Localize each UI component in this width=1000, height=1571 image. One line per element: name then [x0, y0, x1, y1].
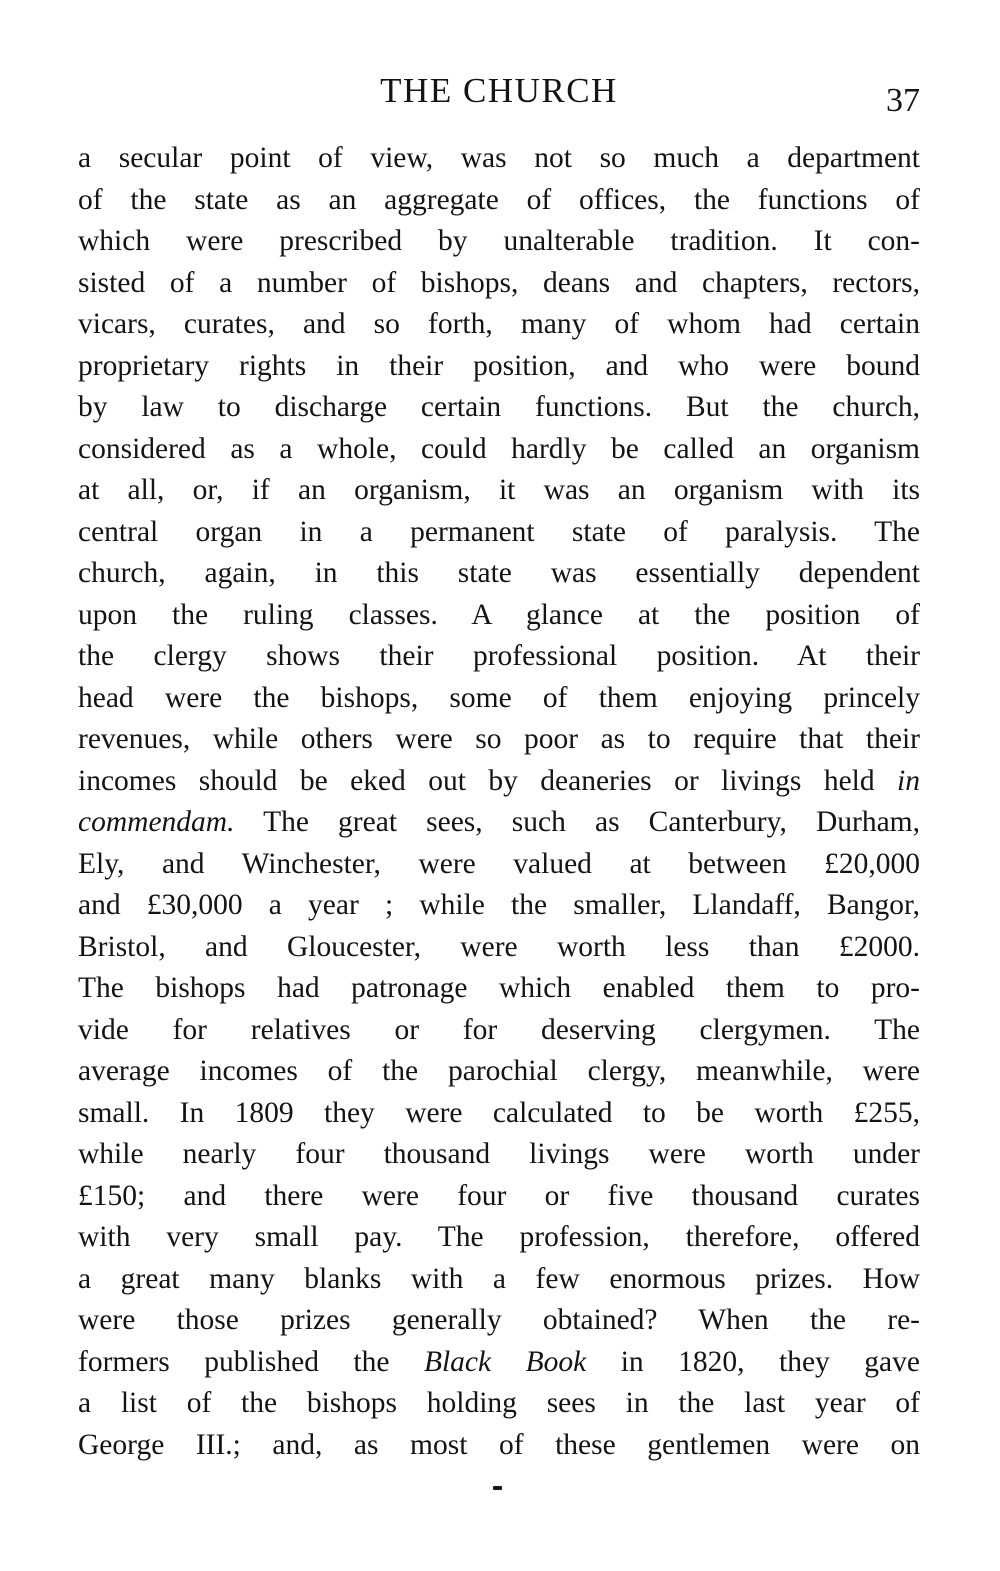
text-line: average incomes of the parochial clergy, meanwhile, were — [78, 1055, 920, 1087]
text-line: proprietary rights in their position, and who were bound — [78, 349, 920, 382]
text-line: a secular point of view, was not so much a department — [78, 142, 920, 174]
text-line: a great many blanks with a few enormous prizes. How — [78, 1262, 920, 1295]
text-line: upon the ruling classes. A glance at the position of — [78, 598, 920, 631]
text-line: central organ in a permanent state of paralysis. The — [78, 515, 920, 548]
text-line: at all, or, if an organism, it was an organism with its — [78, 474, 920, 506]
italic-phrase: in — [897, 764, 920, 797]
text-line: vicars, curates, and so forth, many of whom had certain — [78, 308, 920, 340]
italic-phrase: Black Book — [423, 1345, 587, 1378]
text-line: George III.; and, as most of these gentlemen were on — [78, 1428, 920, 1461]
text-line: a list of the bishops holding sees in the last year of — [78, 1387, 920, 1419]
italic-phrase: commendam. — [78, 806, 235, 838]
text-line: church, again, in this state was essentially dependent — [78, 557, 920, 589]
text-line: commendam. The great sees, such as Canterbury, Durham, — [78, 806, 920, 838]
text-line: while nearly four thousand livings were worth under — [78, 1138, 920, 1170]
text-line: with very small pay. The profession, therefore, offered — [78, 1221, 920, 1253]
body-text — [78, 138, 920, 1466]
text-line: of the state as an aggregate of offices, the functions of — [78, 183, 920, 216]
text-line: Ely, and Winchester, were valued at between £20,000 — [78, 847, 920, 880]
text-line: revenues, while others were so poor as to require that their — [78, 723, 920, 755]
text-line: sisted of a number of bishops, deans and chapters, rectors, — [78, 266, 920, 299]
text-line: small. In 1809 they were calculated to be worth £255, — [78, 1096, 920, 1129]
text-line: The bishops had patronage which enabled them to pro- — [78, 972, 920, 1004]
text-line: Bristol, and Gloucester, were worth less than £2000. — [78, 930, 920, 963]
page-number: 37 — [886, 82, 920, 119]
chapter-title: THE CHURCH — [380, 71, 618, 110]
text-line: which were prescribed by unalterable tradition. It con- — [78, 225, 920, 257]
text-line: considered as a whole, could hardly be called an organism — [78, 432, 920, 465]
print-mark — [493, 1486, 502, 1490]
running-head — [78, 66, 920, 119]
text-line: incomes should be eked out by deaneries or livings held in — [78, 764, 920, 797]
text-line: head were the bishops, some of them enjoying princely — [78, 681, 920, 714]
text-line: £150; and there were four or five thousand curates — [78, 1179, 920, 1212]
text-line: vide for relatives or for deserving clergymen. The — [78, 1013, 920, 1046]
text-line: the clergy shows their professional position. At their — [78, 640, 920, 672]
text-line: formers published the Black Book in 1820, they gave — [78, 1345, 920, 1378]
text-line: and £30,000 a year ; while the smaller, Llandaff, Bangor, — [78, 889, 920, 921]
text-line: by law to discharge certain functions. But the church, — [78, 391, 920, 423]
text-line: were those prizes generally obtained? When the re- — [78, 1304, 920, 1336]
